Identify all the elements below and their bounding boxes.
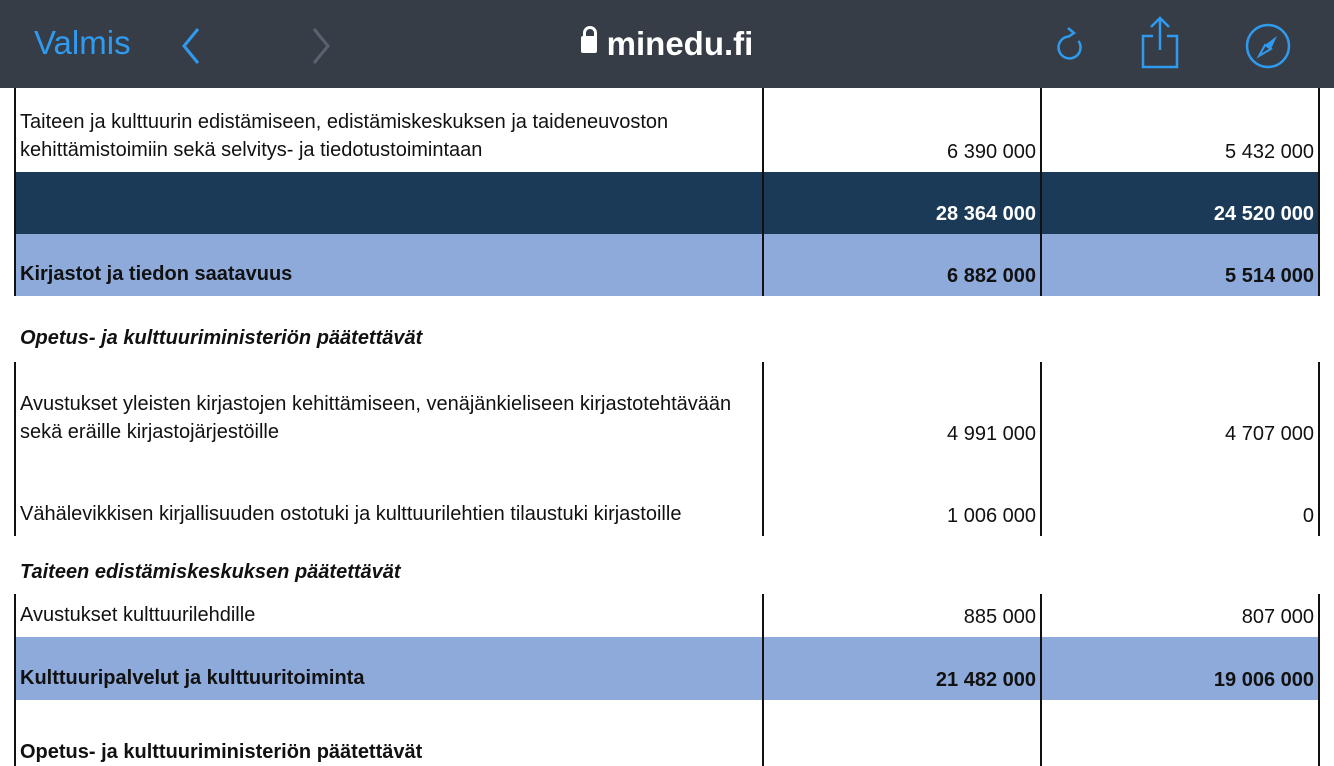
table-row <box>14 594 1320 637</box>
row-label <box>14 172 762 234</box>
table-row <box>14 700 1320 766</box>
value-col2: 807 000 <box>1040 594 1320 637</box>
share-icon[interactable] <box>1140 16 1180 70</box>
value-col2: 24 520 000 <box>1040 172 1320 234</box>
value-col1: 4 991 000 <box>762 362 1040 454</box>
value-col1: 28 364 000 <box>762 172 1040 234</box>
budget-table <box>14 88 1320 766</box>
subheader-row <box>14 536 1320 594</box>
value-col1: 885 000 <box>762 594 1040 637</box>
table-row <box>14 362 1320 454</box>
row-label: Kirjastot ja tiedon saatavuus <box>14 234 762 296</box>
value-col2: 0 <box>1040 454 1320 536</box>
total-row <box>14 172 1320 234</box>
value-col1: 6 390 000 <box>762 88 1040 172</box>
value-col1: 1 006 000 <box>762 454 1040 536</box>
browser-toolbar <box>0 0 1334 88</box>
value-col2: 4 707 000 <box>1040 362 1320 454</box>
row-label: Opetus- ja kulttuuriministeriön päätettävät <box>14 700 762 766</box>
category-row <box>14 234 1320 296</box>
row-label: Vähälevikkisen kirjallisuuden ostotuki ja kulttuurilehtien tilaustuki kirjastoille <box>14 454 719 536</box>
row-label: Taiteen ja kulttuurin edistämiseen, edistämiskeskuksen ja taideneuvoston kehittämistoimiin sekä selvitys- ja tiedotustoimintaan <box>14 88 762 172</box>
row-label: Opetus- ja kulttuuriministeriön päätettävät <box>20 327 423 349</box>
row-label: Kulttuuripalvelut ja kulttuuritoiminta <box>14 637 762 700</box>
value-col1: 6 882 000 <box>762 234 1040 296</box>
lock-icon <box>581 36 597 53</box>
table-row <box>14 454 1320 536</box>
category-row <box>14 637 1320 700</box>
row-label: Avustukset kulttuurilehdille <box>14 594 762 637</box>
url-text: minedu.fi <box>606 25 754 62</box>
table-row <box>14 88 1320 172</box>
compass-icon[interactable] <box>1244 22 1292 70</box>
row-label: Taiteen edistämiskeskuksen päätettävät <box>20 561 401 583</box>
subheader-row <box>14 296 1320 362</box>
row-label: Avustukset yleisten kirjastojen kehittämiseen, venäjänkieliseen kirjastotehtävään sekä eräille kirjastojärjestöille <box>14 362 739 454</box>
value-col1: 21 482 000 <box>762 637 1040 700</box>
reload-icon[interactable] <box>1052 24 1088 66</box>
value-col2: 19 006 000 <box>1040 637 1320 700</box>
value-col2: 5 514 000 <box>1040 234 1320 296</box>
done-button[interactable]: Valmis <box>34 24 131 61</box>
address-bar[interactable] <box>0 25 1334 63</box>
value-col2: 5 432 000 <box>1040 88 1320 172</box>
